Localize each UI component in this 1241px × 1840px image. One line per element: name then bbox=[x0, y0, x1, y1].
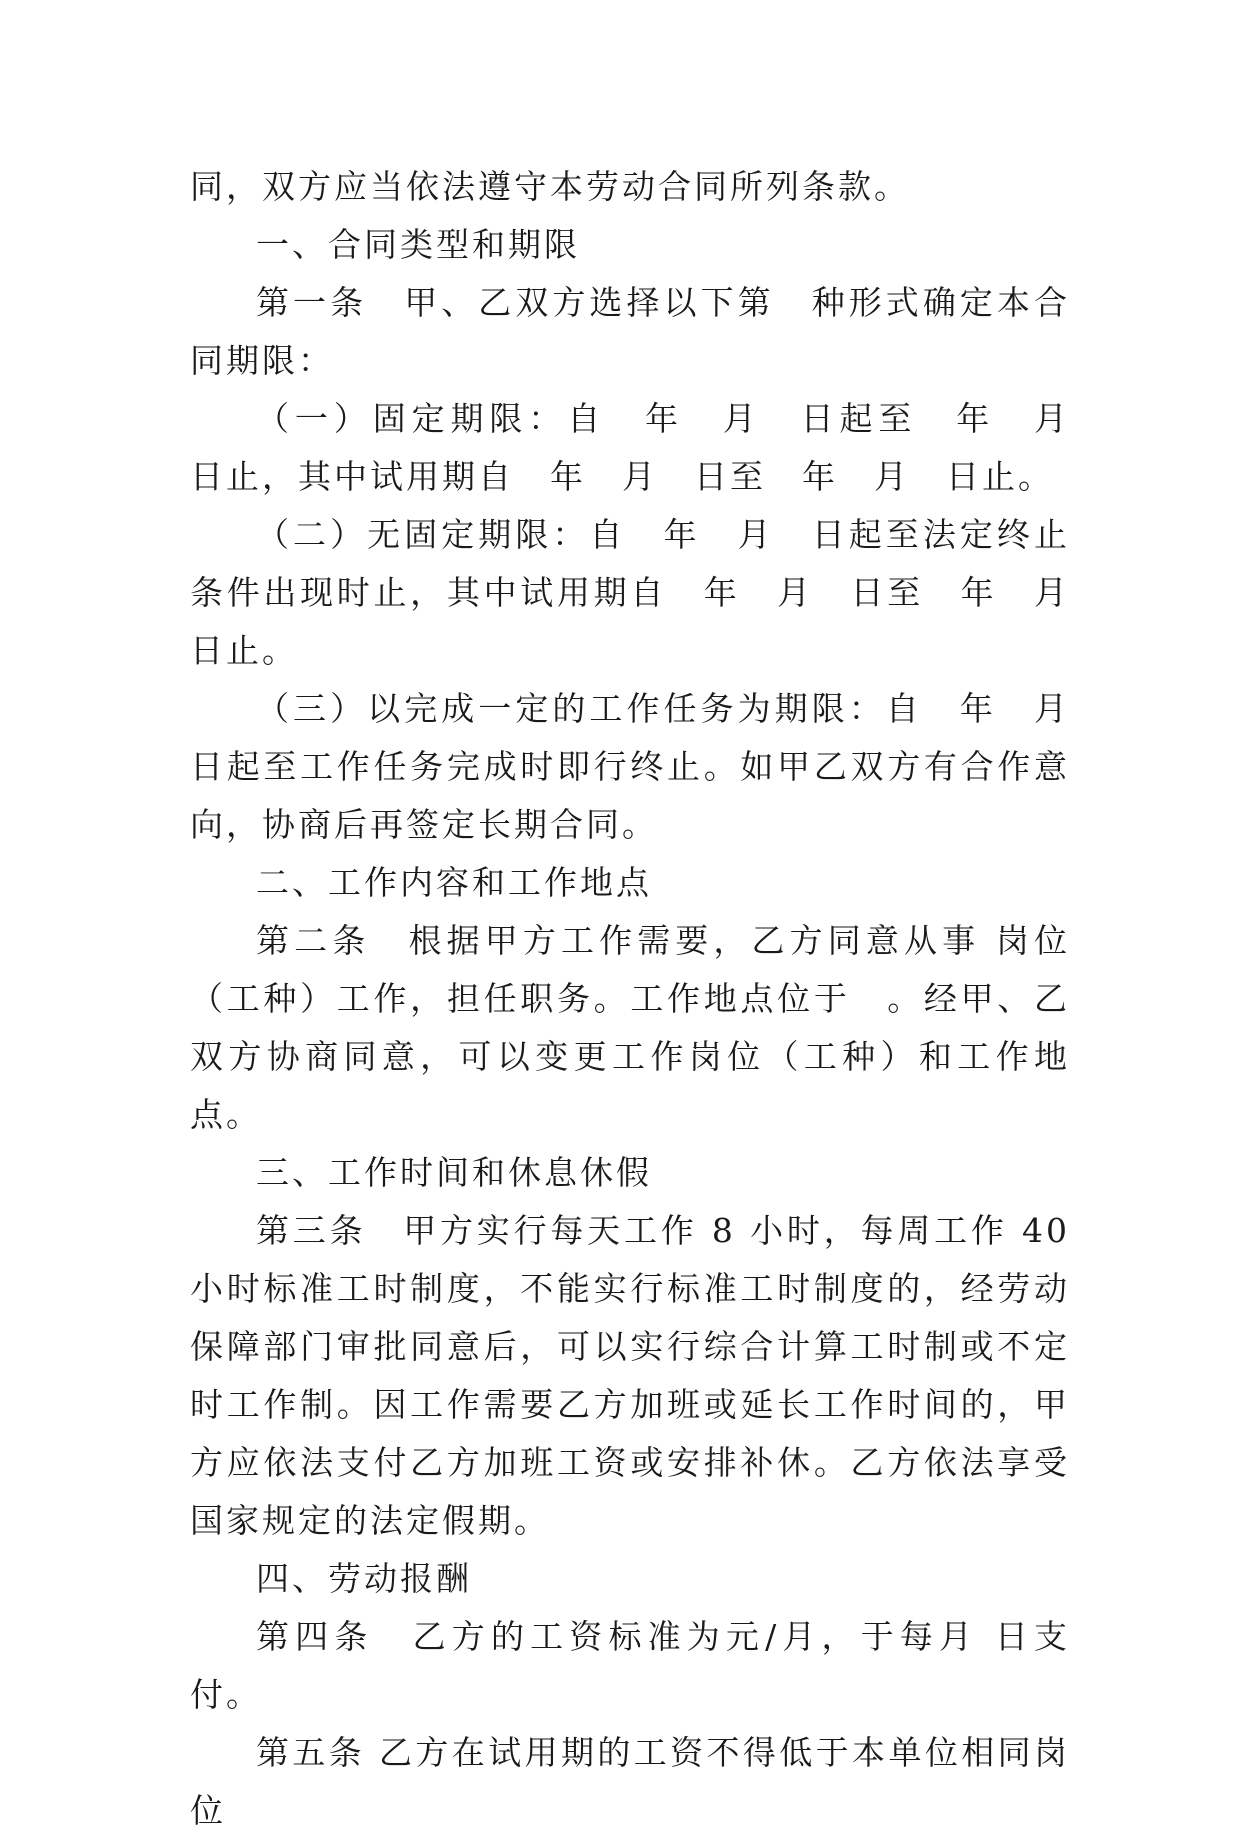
article-5: 第五条 乙方在试用期的工资不得低于本单位相同岗位 bbox=[190, 1733, 1070, 1830]
article-1-option-task-term: （三）以完成一定的工作任务为期限：自 年 月 日起至工作任务完成时即行终止。如甲乙双方有合作意向，协商后再签定长期合同。 bbox=[190, 689, 1106, 844]
document-body bbox=[190, 158, 1106, 1840]
article-1: 第一条 甲、乙双方选择以下第 种形式确定本合同期限： bbox=[190, 283, 1070, 380]
section-heading-working-hours: 三、工作时间和休息休假 bbox=[256, 1153, 652, 1192]
article-1-option-open-term: （二）无固定期限：自 年 月 日起至法定终止条件出现时止，其中试用期自 年 月 日至 年 月 日止。 bbox=[190, 515, 1106, 670]
article-1-option-fixed-term: （一）固定期限：自 年 月 日起至 年 月 日止，其中试用期自 年 月 日至 年 月 日止。 bbox=[190, 399, 1106, 496]
article-2: 第二条 根据甲方工作需要，乙方同意从事 岗位（工种）工作，担任职务。工作地点位于 。经甲、乙双方协商同意，可以变更工作岗位（工种）和工作地点。 bbox=[190, 921, 1070, 1134]
paragraph-continuation: 同，双方应当依法遵守本劳动合同所列条款。 bbox=[190, 167, 910, 206]
section-heading-remuneration: 四、劳动报酬 bbox=[256, 1559, 472, 1598]
section-heading-contract-type: 一、合同类型和期限 bbox=[256, 225, 580, 264]
article-4: 第四条 乙方的工资标准为元/月，于每月 日支付。 bbox=[190, 1617, 1070, 1714]
section-heading-work-content: 二、工作内容和工作地点 bbox=[256, 863, 652, 902]
article-3: 第三条 甲方实行每天工作 8 小时，每周工作 40 小时标准工时制度，不能实行标准工时制度的，经劳动保障部门审批同意后，可以实行综合计算工时制或不定时工作制。因工作需要乙方加班或延长工作时间的，甲方应依法支付乙方加班工资或安排补休。乙方依法享受国家规定的法定假期。 bbox=[190, 1211, 1070, 1540]
